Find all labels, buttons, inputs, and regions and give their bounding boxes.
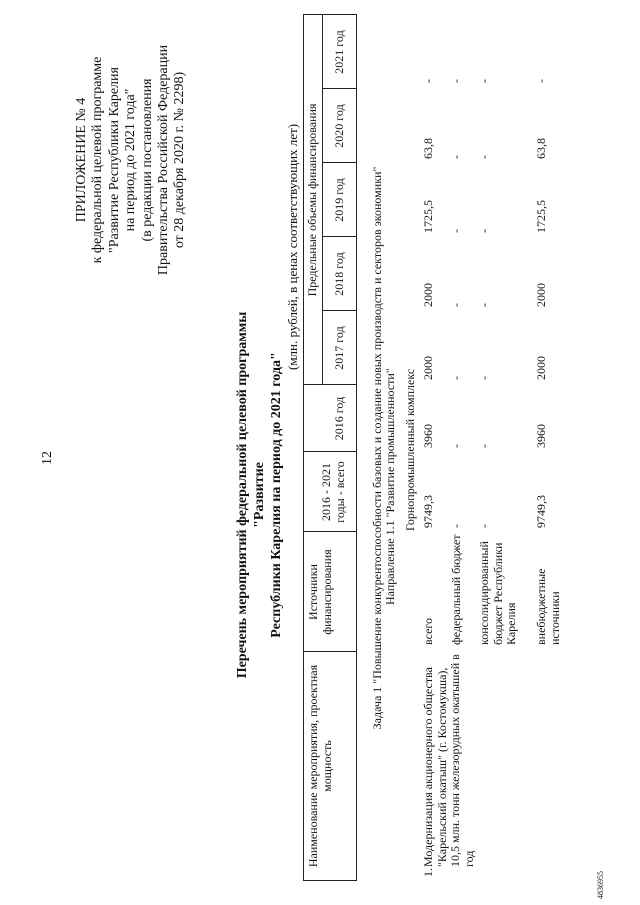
cell-2019: 1725,5 (421, 200, 435, 233)
document-title (234, 285, 285, 705)
page-number: 12 (40, 451, 55, 465)
cell-2021: - (477, 79, 491, 83)
cell-2020: - (477, 155, 491, 159)
header-source: Источники финансирования (306, 549, 334, 635)
header-measure: Наименование мероприятия, проектная мощность (306, 664, 334, 868)
appendix-line: Правительства Российской Федерации (156, 44, 172, 276)
cell-2017: 2000 (421, 356, 435, 380)
appendix-line: к федеральной целевой программе (90, 56, 106, 264)
limits-divider (322, 15, 323, 385)
appendix-line: (в редакции постановления (139, 78, 155, 242)
cell-2017: - (449, 376, 463, 380)
cell-total: - (477, 524, 491, 528)
header-year: 2020 год (332, 104, 346, 148)
appendix-line: "Развитие Республики Карелия (106, 67, 122, 253)
cell-2016: 3960 (421, 424, 435, 448)
header-year: 2021 год (332, 30, 346, 74)
header-col-divider (303, 531, 357, 532)
row-source: всего (421, 617, 435, 645)
cell-2018: - (477, 303, 491, 307)
sector-heading: Горнопромышленный комплекс (403, 368, 417, 531)
row-source: федеральный бюджет (449, 534, 463, 645)
appendix-line: ПРИЛОЖЕНИЕ № 4 (74, 97, 89, 223)
cell-2020: 63,8 (421, 138, 435, 159)
task-heading: Задача 1 "Повышение конкурентоспособности базовых и создание новых производств и секторов экономики" (370, 166, 384, 730)
cell-2020: 63,8 (534, 138, 548, 159)
cell-2019: - (477, 229, 491, 233)
header-year: 2018 год (332, 252, 346, 296)
header-limits: Предельные объемы финансирования (305, 103, 319, 297)
header-year: 2017 год (332, 326, 346, 370)
header-total: 2016 - 2021 годы - всего (319, 461, 347, 523)
appendix-header (74, 15, 189, 305)
row-source: консолидированный бюджет Республики Карелия (477, 541, 519, 645)
cell-2016: - (477, 444, 491, 448)
cell-2021: - (449, 79, 463, 83)
units-note: (млн. рублей, в ценах соответствующих лет) (285, 123, 300, 370)
title-line: Республики Карелия на период до 2021 года" (269, 352, 284, 638)
cell-2018: - (449, 303, 463, 307)
cell-2019: 1725,5 (534, 200, 548, 233)
header-col-divider (303, 451, 357, 452)
cell-2021: - (534, 79, 548, 83)
header-col-divider (303, 651, 357, 652)
cell-2021: - (421, 79, 435, 83)
cell-2020: - (449, 155, 463, 159)
direction-heading: Направление 1.1 "Развитие промышленности" (383, 368, 397, 605)
cell-total: 9749,3 (421, 495, 435, 528)
cell-2018: 2000 (421, 283, 435, 307)
cell-2017: 2000 (534, 356, 548, 380)
item-number: 1. (421, 868, 435, 877)
cell-2016: - (449, 444, 463, 448)
header-left-border (303, 880, 357, 881)
header-year: 2019 год (332, 178, 346, 222)
document-id: 4836955 (596, 871, 605, 899)
header-year: 2016 год (332, 396, 346, 441)
item-name: Модернизация акционерного общества "Карельский окатыш" (г. Костомукша), 10,5 млн. тонн железорудных окатышей в год (421, 654, 476, 867)
cell-total: 9749,3 (534, 495, 548, 528)
cell-2018: 2000 (534, 283, 548, 307)
cell-2017: - (477, 376, 491, 380)
row-source: внебюджетные источники (534, 568, 562, 645)
header-bottom-border (356, 15, 357, 881)
table-top-border (303, 15, 304, 881)
cell-2016: 3960 (534, 424, 548, 448)
cell-2019: - (449, 229, 463, 233)
appendix-line: от 28 декабря 2020 г. № 2298) (172, 71, 188, 249)
title-line: Перечень мероприятий федеральной целевой программы "Развитие (235, 311, 267, 679)
cell-total: - (449, 524, 463, 528)
appendix-line: на период до 2021 года" (123, 88, 139, 232)
